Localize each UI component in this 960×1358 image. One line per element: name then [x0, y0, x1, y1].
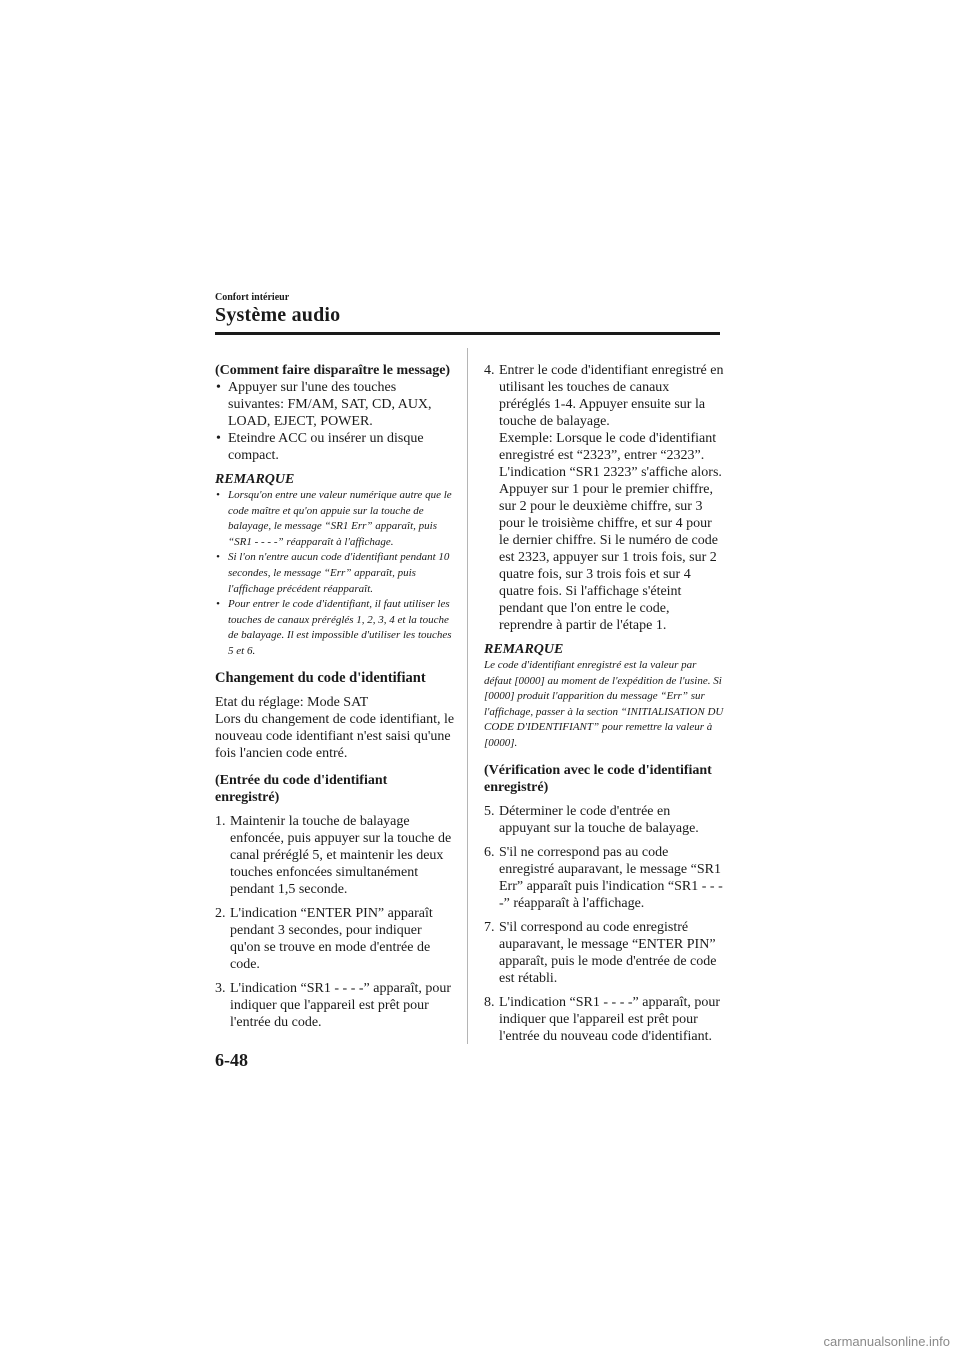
step-item: [484, 844, 724, 912]
bullet-text: Appuyer sur l'une des touches suivantes: FM/AM, SAT, CD, AUX, LOAD, EJECT, POWER.: [228, 380, 432, 429]
step-text: Entrer le code d'identifiant enregistré en utilisant les touches de canaux préréglés 1-4. Appuyer ensuite sur la touche de balayage.: [499, 363, 724, 429]
step-number: 2.: [215, 905, 226, 921]
step-text: L'indication “SR1 - - - -” apparaît, pour indiquer que l'appareil est prêt pour l'entrée du nouveau code d'identifiant.: [499, 994, 721, 1044]
bullet-icon: •: [216, 551, 220, 564]
note-text: Le code d'identifiant enregistré est la valeur par défaut [0000] au moment de l'expédition de l'usine. Si [0000] produit l'apparition du message “Err” sur l'affichage, passer à la section “INITIALISATION DU CODE D'IDENTIFIANT” pour remettre la valeur à [0000].: [484, 659, 724, 749]
step-text: Maintenir la touche de balayage enfoncée, puis appuyer sur la touche de canal préréglé 5, et maintenir les deux touches enfoncées simultanément pendant 1,5 seconde.: [230, 813, 452, 897]
note-text: Si l'on n'entre aucun code d'identifiant pendant 10 secondes, le message “Err” apparaît, puis l'affichage précédent réapparaît.: [228, 551, 450, 595]
step-number: 3.: [215, 980, 226, 996]
entry-heading: (Entrée du code d'identifiant enregistré): [215, 772, 388, 805]
note-text: Pour entrer le code d'identifiant, il faut utiliser les touches de canaux préréglés 1, 2, 3, 4 et la touche de balayage. Il est impossible d'utiliser les touches 5 et 6.: [228, 598, 452, 657]
step-text: S'il correspond au code enregistré auparavant, le message “ENTER PIN” apparaît, puis le mode d'entrée de code est rétabli.: [499, 919, 717, 986]
step-item: [215, 905, 455, 973]
step-item: [484, 803, 724, 837]
page-number: 6-48: [215, 1050, 248, 1070]
title-rule: [215, 332, 720, 335]
note-text: Lorsqu'on entre une valeur numérique autre que le code maître et qu'on appuie sur la touche de balayage, le message “SR1 Err” apparaît, puis “SR1 - - - -” réapparaît à l'affichage.: [228, 489, 452, 548]
step-example: Exemple: Lorsque le code d'identifiant enregistré est “2323”, entrer “2323”. L'indication “SR1 2323” s'affiche alors.: [499, 431, 722, 480]
list-item: [215, 550, 455, 597]
step-number: 8.: [484, 994, 495, 1010]
right-column: [484, 362, 724, 1045]
step-number: 6.: [484, 844, 495, 860]
note-title: REMARQUE: [215, 472, 295, 487]
bullet-icon: •: [216, 380, 221, 395]
column-divider: [467, 348, 468, 1044]
bullet-icon: •: [216, 431, 221, 446]
step-text: S'il ne correspond pas au code enregistré auparavant, le message “SR1 Err” apparaît puis l'indication “SR1 - - - -” réapparaît à l'affichage.: [499, 844, 723, 911]
section-label: Confort intérieur: [215, 292, 290, 303]
setting-state: Etat du réglage: Mode SAT: [215, 694, 369, 710]
left-column: [215, 362, 455, 1031]
step-item: [484, 994, 724, 1045]
bullet-icon: •: [216, 489, 220, 501]
verify-heading: (Vérification avec le code d'identifiant enregistré): [484, 762, 712, 795]
step-item: [215, 980, 455, 1031]
step-item: [484, 362, 724, 634]
note-title: REMARQUE: [484, 642, 564, 657]
bullet-icon: •: [216, 598, 220, 611]
step-number: 4.: [484, 363, 495, 378]
change-description: Lors du changement de code identifiant, le nouveau code identifiant n'est saisi qu'une fois l'ancien code entré.: [215, 711, 455, 761]
step-item: [215, 813, 455, 898]
list-item: [215, 488, 455, 550]
list-item: [215, 430, 455, 464]
bullet-text: Eteindre ACC ou insérer un disque compact.: [228, 431, 424, 463]
step-item: [484, 919, 724, 987]
page-title: Système audio: [215, 304, 341, 326]
step-text: L'indication “SR1 - - - -” apparaît, pour indiquer que l'appareil est prêt pour l'entrée du code.: [230, 980, 452, 1030]
step-number: 1.: [215, 813, 226, 829]
list-item: [215, 379, 455, 430]
watermark[interactable]: carmanualsonline.info: [823, 1334, 950, 1349]
step-number: 7.: [484, 919, 495, 935]
change-code-heading: Changement du code d'identifiant: [215, 669, 426, 686]
step-text: L'indication “ENTER PIN” apparaît pendant 3 secondes, pour indiquer qu'on se trouve en mode d'entrée de code.: [230, 905, 433, 972]
step-detail: Appuyer sur 1 pour le premier chiffre, sur 2 pour le deuxième chiffre, sur 3 pour le troisième chiffre, et sur 4 pour le dernier chiffre. Si le numéro de code est 2323, appuyer sur 1 trois fois, sur 2 quatre fois, sur 3 trois fois et sur 4 quatre fois. Si l'affichage s'éteint pendant que l'on entre le code, reprendre à partir de l'étape 1.: [499, 482, 718, 633]
list-item: [215, 597, 455, 659]
clear-message-heading: (Comment faire disparaître le message): [215, 363, 451, 378]
step-text: Déterminer le code d'entrée en appuyant sur la touche de balayage.: [499, 803, 699, 836]
note-list: [215, 488, 455, 660]
step-number: 5.: [484, 803, 495, 819]
